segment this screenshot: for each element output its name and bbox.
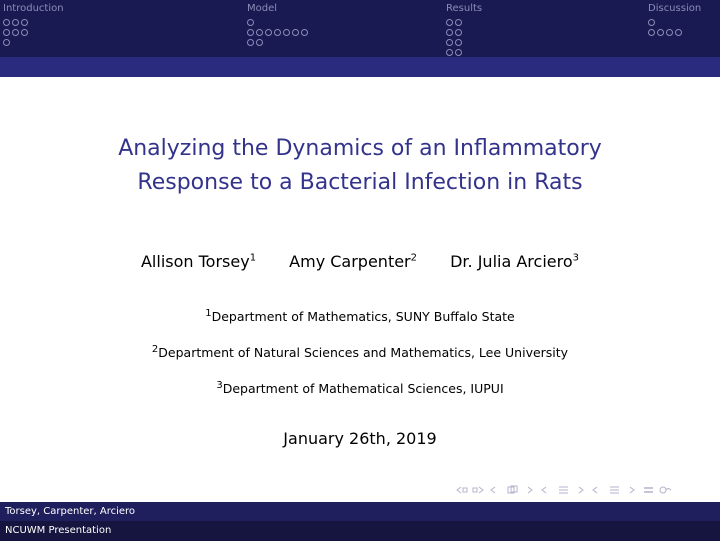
slide-dots (648, 17, 701, 37)
nav-section-title[interactable]: Model (247, 3, 278, 14)
slide-dot[interactable] (455, 29, 462, 36)
affiliation: $^1$Department of Mathematics, SUNY Buffalo State (205, 308, 515, 325)
dot-row (446, 37, 482, 47)
author: Amy Carpenter$^2$ (289, 252, 418, 271)
dot-row (247, 37, 308, 47)
slide-dot[interactable] (455, 39, 462, 46)
slide-dot[interactable] (247, 19, 254, 26)
slide-dot[interactable] (675, 29, 682, 36)
dot-row (3, 27, 64, 37)
nav-section-discussion[interactable] (648, 3, 701, 37)
slide-dot[interactable] (292, 29, 299, 36)
nav-section-introduction[interactable] (3, 3, 64, 47)
author: Allison Torsey$^1$ (140, 252, 257, 271)
dot-row (446, 47, 482, 57)
nav-section-title[interactable]: Results (446, 3, 483, 14)
footer-event-bar (0, 521, 720, 541)
align-icon[interactable] (642, 485, 655, 495)
slide-dot[interactable] (446, 29, 453, 36)
slide-dot[interactable] (247, 39, 254, 46)
slide-dot[interactable] (21, 19, 28, 26)
affiliation: $^2$Department of Natural Sciences and Mathematics, Lee University (151, 344, 569, 361)
nav-section-results[interactable] (446, 3, 482, 57)
nav-section-title[interactable]: Introduction (3, 3, 64, 14)
slide-right-icon[interactable] (472, 485, 485, 495)
dot-row (3, 37, 64, 47)
slide-dot[interactable] (446, 49, 453, 56)
slide-dot[interactable] (274, 29, 281, 36)
navigation-symbols (455, 484, 672, 496)
affiliation: $^3$Department of Mathematical Sciences, IUPUI (216, 380, 504, 397)
dot-row (648, 27, 701, 37)
subsection-left-icon[interactable] (540, 485, 553, 495)
slide-dot[interactable] (657, 29, 664, 36)
dot-row (446, 27, 482, 37)
footer-authors-bar (0, 502, 720, 521)
slide-dot[interactable] (648, 29, 655, 36)
frame-right-icon[interactable] (523, 485, 536, 495)
nav-section-model[interactable] (247, 3, 308, 47)
slide-dot[interactable] (446, 19, 453, 26)
slide-dot[interactable] (21, 29, 28, 36)
dot-row (3, 17, 64, 27)
slide-dot[interactable] (648, 19, 655, 26)
slide-dot[interactable] (455, 49, 462, 56)
title-line-2: Response to a Bacterial Infection in Rats (137, 170, 583, 195)
slide-left-icon[interactable] (455, 485, 468, 495)
subsection-right-icon[interactable] (574, 485, 587, 495)
dot-row (446, 17, 482, 27)
footer-authors: Torsey, Carpenter, Arciero (5, 506, 136, 517)
dot-row (648, 17, 701, 27)
slide-dot[interactable] (3, 29, 10, 36)
slide-dot[interactable] (256, 39, 263, 46)
presentation-date: January 26th, 2019 (283, 429, 437, 448)
section-right-icon[interactable] (625, 485, 638, 495)
slide-dot[interactable] (12, 19, 19, 26)
nav-section-title[interactable]: Discussion (648, 3, 702, 14)
dot-row (247, 17, 308, 27)
slide-dots (247, 17, 308, 47)
subsection-icon[interactable] (557, 485, 570, 495)
slide-dot[interactable] (265, 29, 272, 36)
section-navigation-bar (0, 0, 720, 57)
presentation-title (0, 132, 720, 200)
dot-row (247, 27, 308, 37)
title-line-1: Analyzing the Dynamics of an Inflammatory (118, 136, 602, 161)
frame-left-icon[interactable] (489, 485, 502, 495)
slide-dot[interactable] (666, 29, 673, 36)
slide-dots (3, 17, 64, 47)
slide-dots (446, 17, 482, 57)
section-left-icon[interactable] (591, 485, 604, 495)
section-icon[interactable] (608, 485, 621, 495)
frame-icon[interactable] (506, 485, 519, 495)
slide-dot[interactable] (3, 39, 10, 46)
slide-dot[interactable] (247, 29, 254, 36)
slide-dot[interactable] (3, 19, 10, 26)
footer-event: NCUWM Presentation (5, 525, 112, 536)
slide-dot[interactable] (446, 39, 453, 46)
slide-dot[interactable] (256, 29, 263, 36)
slide-dot[interactable] (455, 19, 462, 26)
slide-dot[interactable] (301, 29, 308, 36)
author-list (0, 252, 720, 271)
search-icon[interactable] (659, 485, 672, 495)
slide-dot[interactable] (283, 29, 290, 36)
author: Dr. Julia Arciero$^3$ (450, 252, 579, 271)
subsection-bar (0, 57, 720, 77)
slide-dot[interactable] (12, 29, 19, 36)
